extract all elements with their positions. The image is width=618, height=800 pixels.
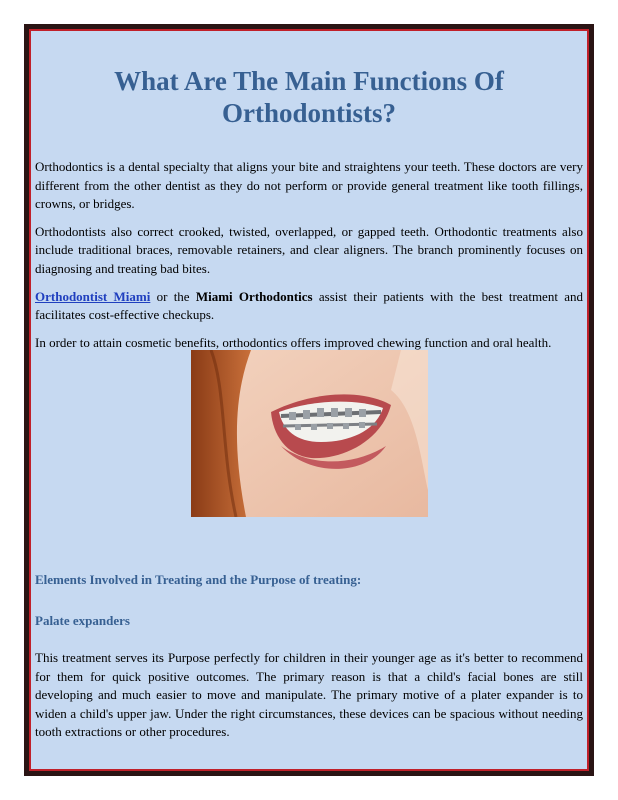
braces-smile-image xyxy=(191,350,428,517)
paragraph-cosmetic: In order to attain cosmetic benefits, orthodontics offers improved chewing function and oral health. xyxy=(35,334,552,350)
heading-elements: Elements Involved in Treating and the Purpose of treating: xyxy=(35,572,362,587)
heading-palate-expanders: Palate expanders xyxy=(35,613,130,628)
orthodontist-miami-link[interactable]: Orthodontist Miami xyxy=(35,288,151,304)
paragraph-miami-end: assist their patients with the best treatment and facilitates cost-effective checkups. xyxy=(35,288,583,323)
page-border-outer xyxy=(24,24,594,776)
paragraph-miami-mid: or the xyxy=(150,288,196,304)
paragraph-palate: This treatment serves its Purpose perfectly for children in their younger age as it's better to recommend for them for quick positive outcomes. The primary reason is that a child's facial bones are still developing and much easier to move and manipulate. The primary motive of a plater expander is to widen a child's upper jaw. Under the right circumstances, these devices can be spacious without needing tooth extractions or other procedures. xyxy=(35,650,583,740)
page-title: What Are The Main Functions Of Orthodontists? xyxy=(114,66,504,128)
document-page xyxy=(31,31,587,769)
miami-orthodontics-bold: Miami Orthodontics xyxy=(195,288,313,304)
paragraph-corrections: Orthodontists also correct crooked, twisted, overlapped, or gapped teeth. Orthodontic treatments also include traditional braces, removable retainers, and clear aligners. The branch prominently focuses on diagnosing and treating bad bites. xyxy=(35,223,583,276)
paragraph-intro: Orthodontics is a dental specialty that aligns your bite and straightens your teeth. These doctors are very different from the other dentist as they do not perform or provide general treatment like tooth fillings, crowns, or bridges. xyxy=(35,159,583,212)
body-content xyxy=(35,158,583,361)
page-border-inner xyxy=(29,29,589,771)
braces-smile-illustration xyxy=(191,350,428,517)
paragraph-miami xyxy=(35,288,583,325)
